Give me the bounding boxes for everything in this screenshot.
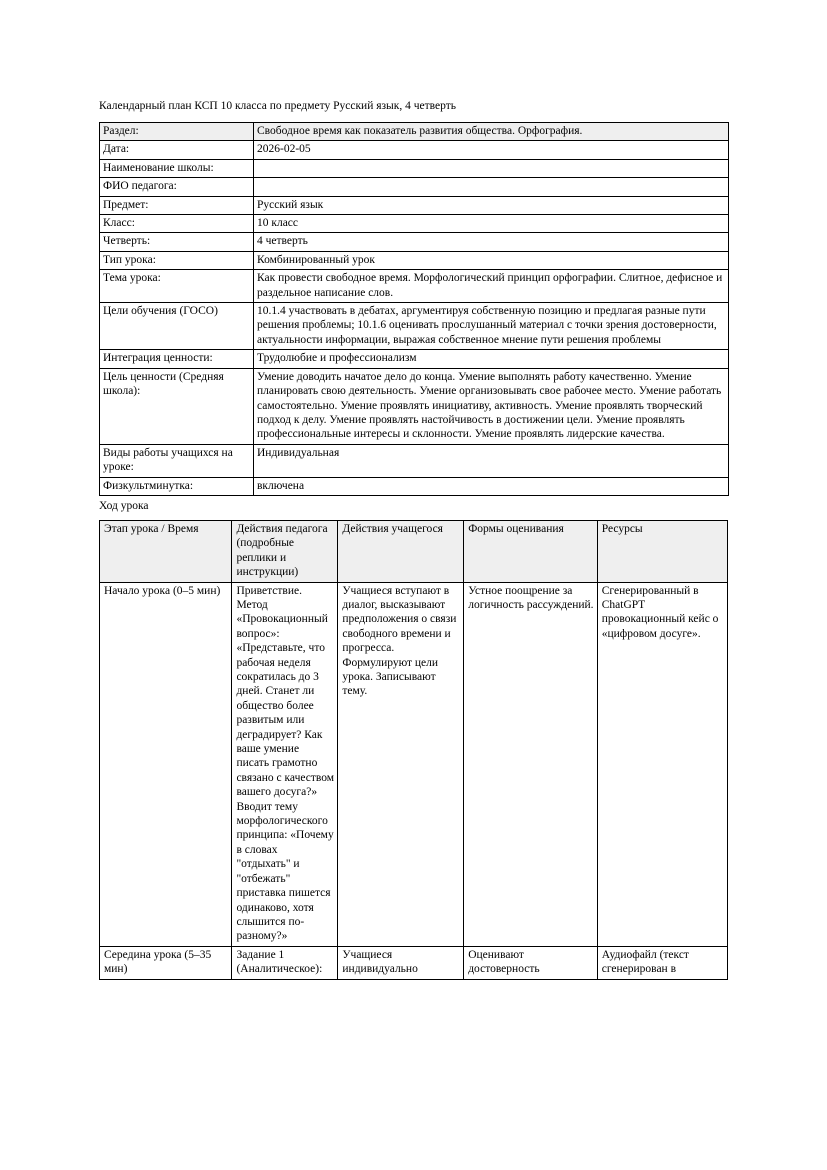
page-title: Календарный план КСП 10 класса по предмету Русский язык, 4 четверть [99, 100, 456, 112]
flow-resources-cell: Аудиофайл (текст сгенерирован в [597, 946, 727, 979]
column-header: Действия педагога (подробные реплики и инструкции) [232, 520, 338, 582]
flow-heading: Ход урока [99, 499, 149, 512]
table-row [100, 215, 729, 233]
info-row-value [254, 159, 729, 177]
info-row-value: Русский язык [254, 196, 729, 214]
info-row-label: Наименование школы: [100, 159, 254, 177]
column-header: Формы оценивания [464, 520, 598, 582]
info-row-label: Физкультминутка: [100, 477, 254, 495]
flow-stage-cell: Начало урока (0–5 мин) [100, 582, 232, 946]
info-row-label: Класс: [100, 215, 254, 233]
flow-teacher-cell: Приветствие. Метод «Провокационный вопрос»: «Представьте, что рабочая неделя сократилась до 3 дней. Станет ли общество более развитым или деградирует? Как ваше умение писать грамотно связано с качеством вашего досуга?» Вводит тему морфологического принципа: «Почему в словах "отдыхать" и "отбежать" приставка пишется одинаково, хотя слышится по-разному?» [232, 582, 338, 946]
lesson-flow-table [99, 520, 728, 980]
table-row [100, 368, 729, 444]
flow-teacher-cell: Задание 1 (Аналитическое): [232, 946, 338, 979]
info-row-value: Как провести свободное время. Морфологический принцип орфографии. Слитное, дефисное и раздельное написание слов. [254, 270, 729, 303]
info-row-label: Тип урока: [100, 251, 254, 269]
info-row-value: Умение доводить начатое дело до конца. Умение выполнять работу качественно. Умение планировать свою деятельность. Умение организовывать свое рабочее место. Умение работать самостоятельно. Умение проявлять инициативу, активность. Умение проявлять творческий подход к делу. Умение проявлять настойчивость в достижении цели. Умение проявлять профессиональные интересы и склонности. Умение проявлять лидерские качества. [254, 368, 729, 444]
flow-assessment-cell: Устное поощрение за логичность рассуждений. [464, 582, 598, 946]
flow-student-cell: Учащиеся индивидуально [338, 946, 464, 979]
info-row-label: ФИО педагога: [100, 178, 254, 196]
table-row [100, 444, 729, 477]
info-row-label: Виды работы учащихся на уроке: [100, 444, 254, 477]
table-row [100, 270, 729, 303]
info-row-value: Индивидуальная [254, 444, 729, 477]
info-row-label: Цели обучения (ГОСО) [100, 303, 254, 350]
table-row [100, 303, 729, 350]
table-header-row [100, 520, 728, 582]
lesson-flow-body [100, 582, 728, 979]
table-row [100, 582, 728, 946]
flow-assessment-cell: Оценивают достоверность [464, 946, 598, 979]
flow-stage-cell: Середина урока (5–35 мин) [100, 946, 232, 979]
info-row-value: Свободное время как показатель развития общества. Орфография. [254, 123, 729, 141]
lesson-flow-head [100, 520, 728, 582]
info-row-label: Интеграция ценности: [100, 350, 254, 368]
info-row-label: Раздел: [100, 123, 254, 141]
info-row-value [254, 178, 729, 196]
table-row [100, 477, 729, 495]
info-row-label: Цель ценности (Средняя школа): [100, 368, 254, 444]
info-row-value: Комбинированный урок [254, 251, 729, 269]
lesson-info-table [99, 122, 729, 496]
document-content [99, 99, 728, 980]
info-row-value: 10 класс [254, 215, 729, 233]
table-row [100, 178, 729, 196]
info-row-value: 10.1.4 участвовать в дебатах, аргументируя собственную позицию и предлагая разные пути решения проблемы; 10.1.6 оценивать прослушанный материал с точки зрения достоверности, актуальности информации, выражая собственное мнение пути решения проблемы [254, 303, 729, 350]
table-row [100, 141, 729, 159]
column-header: Этап урока / Время [100, 520, 232, 582]
info-row-label: Тема урока: [100, 270, 254, 303]
table-row [100, 123, 729, 141]
table-row [100, 946, 728, 979]
info-row-value: 4 четверть [254, 233, 729, 251]
lesson-info-body [100, 123, 729, 496]
column-header: Ресурсы [597, 520, 727, 582]
table-row [100, 233, 729, 251]
table-row [100, 196, 729, 214]
info-row-label: Предмет: [100, 196, 254, 214]
table-row [100, 350, 729, 368]
flow-student-cell: Учащиеся вступают в диалог, высказывают предположения о связи свободного времени и прогресса. Формулируют цели урока. Записывают тему. [338, 582, 464, 946]
table-row [100, 251, 729, 269]
column-header: Действия учащегося [338, 520, 464, 582]
flow-resources-cell: Сгенерированный в ChatGPT провокационный кейс о «цифровом досуге». [597, 582, 727, 946]
info-row-value: Трудолюбие и профессионализм [254, 350, 729, 368]
info-row-value: 2026-02-05 [254, 141, 729, 159]
info-row-label: Дата: [100, 141, 254, 159]
table-row [100, 159, 729, 177]
info-row-value: включена [254, 477, 729, 495]
info-row-label: Четверть: [100, 233, 254, 251]
